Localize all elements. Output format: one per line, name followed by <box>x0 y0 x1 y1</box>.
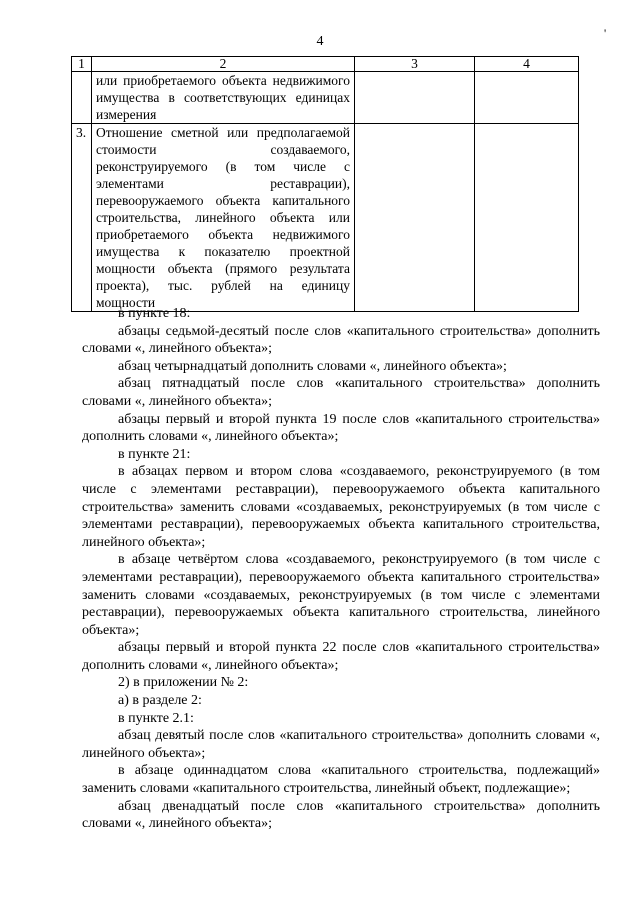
paragraph: в пункте 21: <box>118 446 191 462</box>
paragraph: в абзаце четвёртом слова «создаваемого, реконструируемого (в том числе с элементами реставрации), перевооружаемого объекта капитального строительства» заменить словами «создаваемых, реконструируемых (в том числе с элементами реставрации), перевооружаемых объекта капитального строительства, линейного объекта»; <box>82 552 600 638</box>
table-cell-value <box>355 72 475 124</box>
amendment-table <box>71 56 579 312</box>
paragraph: абзацы первый и второй пункта 22 после слов «капитального строительства» дополнить словами «, линейного объекта»; <box>82 640 600 673</box>
paragraph: в абзацах первом и втором слова «создаваемого, реконструируемого (в том числе с элементами реставрации), перевооружаемого объекта капитального строительства» заменить словами «создаваемых, реконструируемых (в том числе с элементами реставрации), перевооружаемых объекта капитального строительства, линейного объекта»; <box>82 464 600 550</box>
page-number: 4 <box>316 34 324 49</box>
paragraph: абзацы седьмой-десятый после слов «капитального строительства» дополнить словами «, линейного объекта»; <box>82 323 600 357</box>
paragraph: 2) в приложении № 2: <box>118 675 249 691</box>
table-row <box>72 124 579 312</box>
table-header-cell: 2 <box>92 57 355 72</box>
table-cell-value <box>475 124 579 312</box>
table-header-row <box>72 57 579 72</box>
table-cell-number <box>72 72 92 124</box>
paragraph: в пункте 18: <box>118 306 191 321</box>
paragraph: абзацы первый и второй пункта 19 после слов «капитального строительства» дополнить словами «, линейного объекта»; <box>82 411 600 445</box>
table-cell-value <box>475 72 579 124</box>
paragraph: в абзаце одиннадцатом слова «капитального строительства, подлежащий» заменить словами «капитального строительства, линейный объект, подлежащие»; <box>82 763 600 797</box>
corner-mark: ' <box>604 26 607 40</box>
paragraph: абзац четырнадцатый дополнить словами «, линейного объекта»; <box>118 358 507 374</box>
table-cell-text: Отношение сметной или предполагаемой стоимости создаваемого, реконструируемого (в том числе с элементами реставрации), перевооружаемого объекта капитального строительства, линейного объекта или приобретаемого объекта недвижимого имущества к показателю проектной мощности объекта (прямого результата проекта), тыс. рублей на единицу мощности <box>92 124 355 312</box>
table-header-cell: 1 <box>72 57 92 72</box>
table-header-cell: 3 <box>355 57 475 72</box>
document-body <box>82 305 600 833</box>
table-cell-text: или приобретаемого объекта недвижимого имущества в соответствующих единицах измерения <box>92 72 355 124</box>
paragraph: абзац пятнадцатый после слов «капитального строительства» дополнить словами «, линейного объекта»; <box>82 376 600 409</box>
paragraph: абзац двенадцатый после слов «капитального строительства» дополнить словами «, линейного объекта»; <box>82 798 600 832</box>
paragraph: абзац девятый после слов «капитального строительства» дополнить словами «, линейного объекта»; <box>82 728 600 761</box>
table-cell-value <box>355 124 475 312</box>
paragraph: в пункте 2.1: <box>118 710 194 726</box>
table-cell-number: 3. <box>72 124 92 312</box>
table-header-cell: 4 <box>475 57 579 72</box>
table-row <box>72 72 579 124</box>
paragraph: а) в разделе 2: <box>118 693 202 709</box>
